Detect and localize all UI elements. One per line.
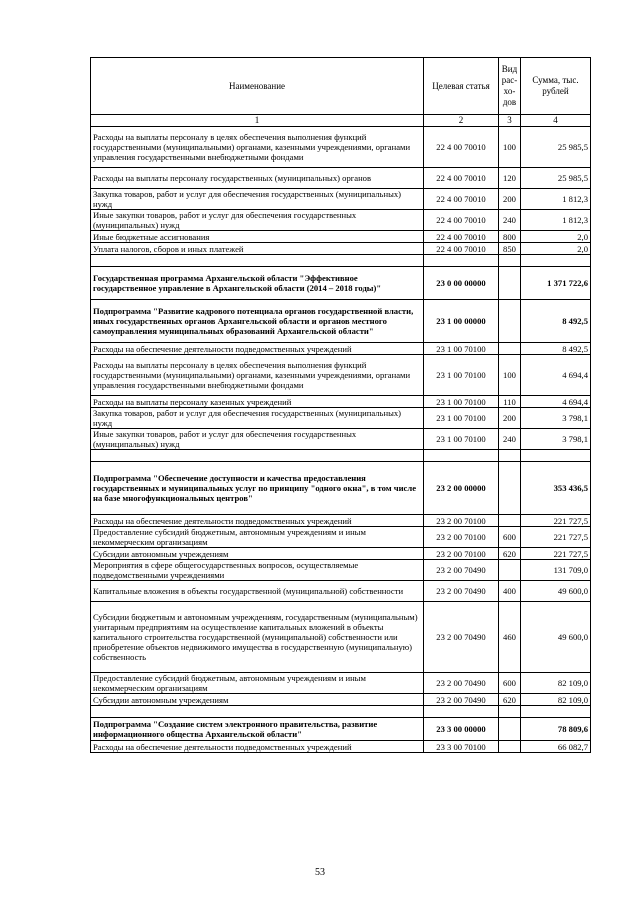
row-expense-type <box>499 300 521 343</box>
table-body <box>91 127 591 753</box>
row-name: Расходы на выплаты персоналу в целях обеспечения выполнения функций государственными (муниципальными) органами, казенными учреждениями, органами управления государственными внебюджетными фондами <box>91 127 424 168</box>
row-sum: 78 809,6 <box>521 718 591 741</box>
row-name: Подпрограмма "Обеспечение доступности и качества предоставления государственных и муниципальных услуг по принципу "одного окна", в том числе на базе многофункциональных центров" <box>91 462 424 515</box>
table-row <box>91 581 591 602</box>
row-sum: 221 727,5 <box>521 548 591 560</box>
row-name: Расходы на обеспечение деятельности подведомственных учреждений <box>91 741 424 753</box>
row-target-article: 23 1 00 00000 <box>424 300 499 343</box>
spacer-row <box>91 706 591 718</box>
table-row <box>91 396 591 408</box>
table-row <box>91 515 591 527</box>
table-row <box>91 527 591 548</box>
header-target-article: Целевая статья <box>424 58 499 115</box>
table-row <box>91 243 591 255</box>
row-sum: 1 812,3 <box>521 189 591 210</box>
row-sum: 8 492,5 <box>521 343 591 355</box>
row-name: Расходы на выплаты персоналу государственных (муниципальных) органов <box>91 168 424 189</box>
row-sum: 4 694,4 <box>521 355 591 396</box>
row-sum: 1 371 722,6 <box>521 267 591 300</box>
row-sum: 82 109,0 <box>521 694 591 706</box>
row-sum: 353 436,5 <box>521 462 591 515</box>
row-target-article: 23 0 00 00000 <box>424 267 499 300</box>
row-expense-type: 600 <box>499 527 521 548</box>
row-target-article: 22 4 00 70010 <box>424 168 499 189</box>
row-sum: 49 600,0 <box>521 602 591 673</box>
row-name: Предоставление субсидий бюджетным, автономным учреждениям и иным некоммерческим организациям <box>91 527 424 548</box>
page-number: 53 <box>315 867 325 878</box>
spacer-cell <box>521 255 591 267</box>
row-name: Подпрограмма "Развитие кадрового потенциала органов государственной власти, иных государственных органов Архангельской области и органов местного самоуправления муниципальных образований Архангельской области" <box>91 300 424 343</box>
table-row <box>91 741 591 753</box>
row-name: Расходы на обеспечение деятельности подведомственных учреждений <box>91 343 424 355</box>
row-expense-type: 600 <box>499 673 521 694</box>
row-name: Подпрограмма "Создание систем электронного правительства, развитие информационного общества Архангельской области" <box>91 718 424 741</box>
row-name: Закупка товаров, работ и услуг для обеспечения государственных (муниципальных) нужд <box>91 408 424 429</box>
row-sum: 1 812,3 <box>521 210 591 231</box>
header-sum: Сумма, тыс. рублей <box>521 58 591 115</box>
row-name: Закупка товаров, работ и услуг для обеспечения государственных (муниципальных) нужд <box>91 189 424 210</box>
row-target-article: 22 4 00 70010 <box>424 189 499 210</box>
column-number-4: 4 <box>521 115 591 127</box>
row-expense-type: 120 <box>499 168 521 189</box>
row-sum: 8 492,5 <box>521 300 591 343</box>
spacer-cell <box>424 706 499 718</box>
table-row <box>91 408 591 429</box>
row-target-article: 23 1 00 70100 <box>424 429 499 450</box>
row-target-article: 22 4 00 70010 <box>424 210 499 231</box>
row-expense-type: 200 <box>499 408 521 429</box>
row-target-article: 23 1 00 70100 <box>424 396 499 408</box>
row-target-article: 23 2 00 00000 <box>424 462 499 515</box>
table-row <box>91 560 591 581</box>
table-row <box>91 602 591 673</box>
row-target-article: 22 4 00 70010 <box>424 243 499 255</box>
row-name: Иные бюджетные ассигнования <box>91 231 424 243</box>
row-target-article: 23 2 00 70490 <box>424 602 499 673</box>
row-name: Расходы на выплаты персоналу казенных учреждений <box>91 396 424 408</box>
spacer-row <box>91 450 591 462</box>
row-expense-type <box>499 515 521 527</box>
row-expense-type <box>499 560 521 581</box>
column-number-1: 1 <box>91 115 424 127</box>
row-expense-type: 800 <box>499 231 521 243</box>
column-number-3: 3 <box>499 115 521 127</box>
row-target-article: 23 1 00 70100 <box>424 408 499 429</box>
column-number-2: 2 <box>424 115 499 127</box>
row-target-article: 23 1 00 70100 <box>424 355 499 396</box>
spacer-cell <box>91 450 424 462</box>
spacer-row <box>91 255 591 267</box>
row-target-article: 23 2 00 70100 <box>424 515 499 527</box>
row-expense-type <box>499 718 521 741</box>
row-sum: 49 600,0 <box>521 581 591 602</box>
spacer-cell <box>424 255 499 267</box>
table-row <box>91 694 591 706</box>
row-target-article: 23 3 00 00000 <box>424 718 499 741</box>
spacer-cell <box>499 706 521 718</box>
row-sum: 4 694,4 <box>521 396 591 408</box>
row-target-article: 23 2 00 70490 <box>424 673 499 694</box>
row-name: Государственная программа Архангельской области "Эффективное государственное управление в Архангельской области (2014 – 2018 годы)" <box>91 267 424 300</box>
table-row <box>91 127 591 168</box>
row-target-article: 22 4 00 70010 <box>424 127 499 168</box>
spacer-cell <box>499 255 521 267</box>
table-row <box>91 355 591 396</box>
row-sum: 66 082,7 <box>521 741 591 753</box>
row-sum: 25 985,5 <box>521 168 591 189</box>
row-expense-type: 460 <box>499 602 521 673</box>
row-name: Субсидии бюджетным и автономным учреждениям, государственным (муниципальным) унитарным предприятиям на осуществление капитальных вложений в объекты капитального строительства государственной (муниципальной) собственности или приобретение объектов недвижимого имущества в государственную (муниципальную) собственность <box>91 602 424 673</box>
row-expense-type: 620 <box>499 548 521 560</box>
row-expense-type: 400 <box>499 581 521 602</box>
header-expense-type: Вид рас-хо-дов <box>499 58 521 115</box>
table-row <box>91 548 591 560</box>
spacer-cell <box>521 450 591 462</box>
row-sum: 2,0 <box>521 243 591 255</box>
row-name: Мероприятия в сфере общегосударственных вопросов, осуществляемые подведомственными учреждениями <box>91 560 424 581</box>
table-header-row <box>91 58 591 115</box>
column-number-row <box>91 115 591 127</box>
spacer-cell <box>91 255 424 267</box>
row-target-article: 23 2 00 70100 <box>424 548 499 560</box>
row-target-article: 23 3 00 70100 <box>424 741 499 753</box>
row-expense-type: 200 <box>499 189 521 210</box>
row-expense-type: 850 <box>499 243 521 255</box>
row-target-article: 23 2 00 70100 <box>424 527 499 548</box>
table-row-program <box>91 300 591 343</box>
spacer-cell <box>91 706 424 718</box>
row-target-article: 23 2 00 70490 <box>424 560 499 581</box>
row-sum: 2,0 <box>521 231 591 243</box>
row-name: Субсидии автономным учреждениям <box>91 694 424 706</box>
spacer-cell <box>521 706 591 718</box>
row-name: Капитальные вложения в объекты государственной (муниципальной) собственности <box>91 581 424 602</box>
table-row <box>91 673 591 694</box>
row-expense-type: 100 <box>499 355 521 396</box>
row-name: Предоставление субсидий бюджетным, автономным учреждениям и иным некоммерческим организациям <box>91 673 424 694</box>
row-expense-type: 100 <box>499 127 521 168</box>
table-row <box>91 168 591 189</box>
table-row-program <box>91 718 591 741</box>
row-name: Иные закупки товаров, работ и услуг для обеспечения государственных (муниципальных) нужд <box>91 210 424 231</box>
table-row <box>91 343 591 355</box>
table-row <box>91 231 591 243</box>
budget-table <box>90 57 591 753</box>
row-name: Расходы на выплаты персоналу в целях обеспечения выполнения функций государственными (муниципальными) органами, казенными учреждениями, органами управления государственными внебюджетными фондами <box>91 355 424 396</box>
row-sum: 82 109,0 <box>521 673 591 694</box>
row-sum: 3 798,1 <box>521 429 591 450</box>
row-expense-type: 240 <box>499 429 521 450</box>
table-row <box>91 210 591 231</box>
row-expense-type <box>499 267 521 300</box>
table-row <box>91 189 591 210</box>
row-expense-type: 620 <box>499 694 521 706</box>
row-expense-type <box>499 741 521 753</box>
row-sum: 221 727,5 <box>521 527 591 548</box>
header-name: Наименование <box>91 58 424 115</box>
row-target-article: 23 2 00 70490 <box>424 694 499 706</box>
table-row-program <box>91 462 591 515</box>
spacer-cell <box>424 450 499 462</box>
row-sum: 221 727,5 <box>521 515 591 527</box>
row-name: Уплата налогов, сборов и иных платежей <box>91 243 424 255</box>
table-row-program <box>91 267 591 300</box>
row-expense-type: 240 <box>499 210 521 231</box>
row-sum: 3 798,1 <box>521 408 591 429</box>
row-expense-type <box>499 462 521 515</box>
spacer-cell <box>499 450 521 462</box>
row-sum: 25 985,5 <box>521 127 591 168</box>
row-target-article: 23 1 00 70100 <box>424 343 499 355</box>
row-target-article: 22 4 00 70010 <box>424 231 499 243</box>
row-name: Иные закупки товаров, работ и услуг для обеспечения государственных (муниципальных) нужд <box>91 429 424 450</box>
row-name: Расходы на обеспечение деятельности подведомственных учреждений <box>91 515 424 527</box>
row-expense-type: 110 <box>499 396 521 408</box>
row-target-article: 23 2 00 70490 <box>424 581 499 602</box>
row-name: Субсидии автономным учреждениям <box>91 548 424 560</box>
table-row <box>91 429 591 450</box>
row-sum: 131 709,0 <box>521 560 591 581</box>
row-expense-type <box>499 343 521 355</box>
